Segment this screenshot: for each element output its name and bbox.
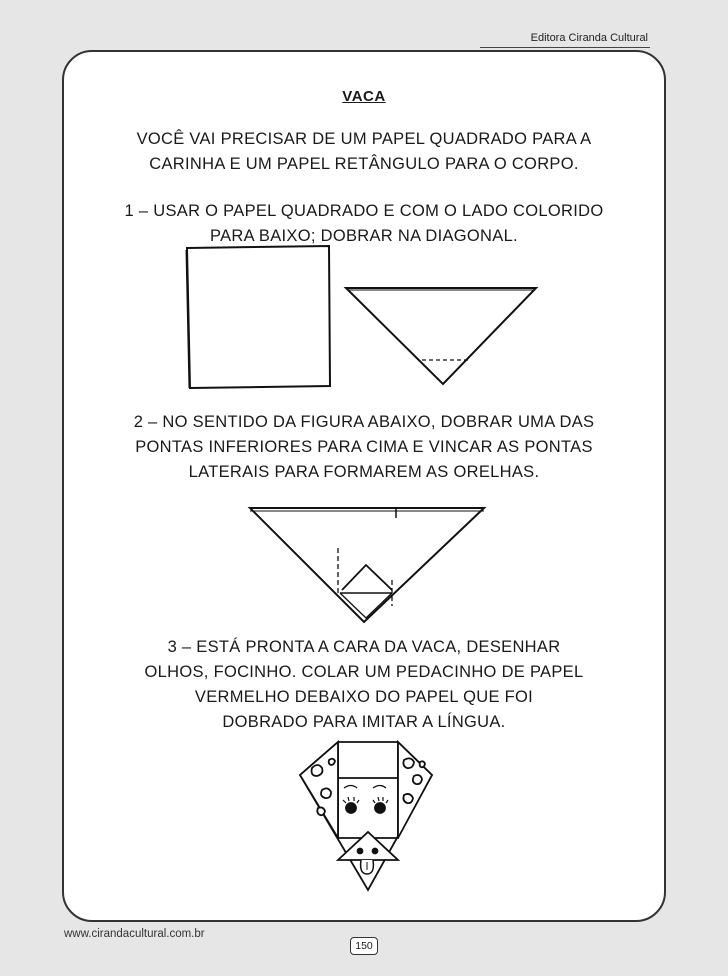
header-rule	[480, 47, 650, 48]
footer-url: www.cirandacultural.com.br	[64, 928, 205, 940]
step2-paragraph	[74, 410, 654, 485]
step1-paragraph	[66, 199, 662, 249]
step3-line-2: OLHOS, FOCINHO. COLAR UM PEDACINHO DE PAPEL	[144, 663, 584, 681]
step2-line-3: LATERAIS PARA FORMAREM AS ORELHAS.	[188, 463, 540, 481]
page-title: VACA	[342, 88, 386, 105]
step2-line-2: PONTAS INFERIORES PARA CIMA E VINCAR AS PONTAS	[135, 438, 593, 456]
content-card	[62, 50, 666, 922]
step3-line-4: DOBRADO PARA IMITAR A LÍNGUA.	[222, 713, 506, 731]
step1-line-2: PARA BAIXO; DOBRAR NA DIAGONAL.	[210, 227, 518, 245]
page-number: 150	[350, 937, 378, 955]
step3-paragraph	[70, 635, 658, 735]
intro-line-1: VOCÊ VAI PRECISAR DE UM PAPEL QUADRADO PARA A	[136, 130, 592, 148]
intro-line-2: CARINHA E UM PAPEL RETÂNGULO PARA O CORPO.	[149, 155, 579, 173]
intro-paragraph	[70, 127, 658, 177]
step3-line-1: 3 – ESTÁ PRONTA A CARA DA VACA, DESENHAR	[167, 638, 561, 656]
step2-line-1: 2 – NO SENTIDO DA FIGURA ABAIXO, DOBRAR UMA DAS	[133, 413, 595, 431]
step3-line-3: VERMELHO DEBAIXO DO PAPEL QUE FOI	[194, 688, 534, 706]
publisher-name: Editora Ciranda Cultural	[530, 32, 648, 44]
step1-line-1: 1 – USAR O PAPEL QUADRADO E COM O LADO COLORIDO	[124, 202, 604, 220]
